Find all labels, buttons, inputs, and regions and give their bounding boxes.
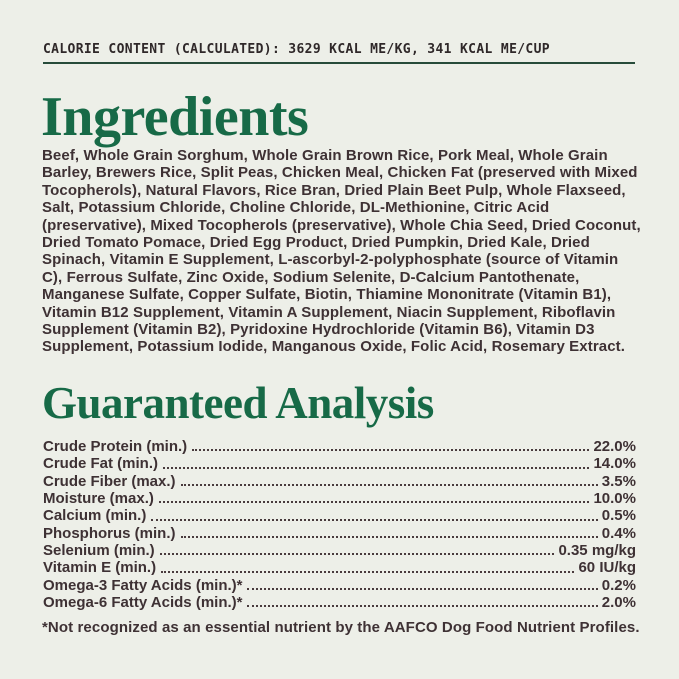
analysis-row: [43, 525, 636, 542]
divider-rule: [43, 62, 635, 64]
analysis-row: [43, 507, 636, 524]
analysis-row-label: Omega-6 Fatty Acids (min.)*: [43, 594, 243, 612]
guaranteed-analysis-table: [43, 438, 636, 611]
analysis-leader-dots: [181, 536, 598, 538]
ingredients-text: Beef, Whole Grain Sorghum, Whole Grain Brown Rice, Pork Meal, Whole Grain Barley, Brewers Rice, Split Peas, Chicken Meal, Chicken Fat (preserved with Mixed Tocopherols), Natural Flavors, Rice Bran, Dried Plain Beet Pulp, Whole Flaxseed, Salt, Potassium Chloride, Choline Chloride, DL-Methionine, Citric Acid (preservative), Mixed Tocopherols (preservative), Whole Chia Seed, Dried Coconut, Dried Tomato Pomace, Dried Egg Product, Dried Pumpkin, Dried Kale, Dried Spinach, Vitamin E Supplement, L-ascorbyl-2-polyphosphate (source of Vitamin C), Ferrous Sulfate, Zinc Oxide, Sodium Selenite, D-Calcium Pantothenate, Manganese Sulfate, Copper Sulfate, Biotin, Thiamine Mononitrate (Vitamin B1), Vitamin B12 Supplement, Vitamin A Supplement, Niacin Supplement, Riboflavin Supplement (Vitamin B2), Pyridoxine Hydrochloride (Vitamin B6), Vitamin D3 Supplement, Potassium Iodide, Manganous Oxide, Folic Acid, Rosemary Extract.: [42, 147, 641, 356]
analysis-row-label: Crude Fat (min.): [43, 455, 158, 473]
analysis-row-value: 0.2%: [601, 576, 636, 594]
analysis-row: [43, 542, 636, 559]
aafco-footnote: *Not recognized as an essential nutrient by the AAFCO Dog Food Nutrient Profiles.: [42, 619, 640, 636]
analysis-row-value: 14.0%: [593, 455, 636, 473]
analysis-leader-dots: [161, 571, 574, 573]
analysis-leader-dots: [181, 484, 598, 486]
analysis-row: [43, 490, 636, 507]
guaranteed-analysis-title: Guaranteed Analysis: [42, 378, 434, 428]
analysis-row-label: Moisture (max.): [43, 490, 154, 508]
analysis-row-label: Selenium (min.): [43, 542, 155, 560]
analysis-leader-dots: [247, 588, 597, 590]
analysis-row-value: 3.5%: [601, 472, 636, 490]
analysis-row-label: Omega-3 Fatty Acids (min.)*: [43, 576, 243, 594]
calorie-content-line: CALORIE CONTENT (CALCULATED): 3629 KCAL ME/KG, 341 KCAL ME/CUP: [43, 42, 550, 57]
analysis-row-value: 10.0%: [593, 490, 636, 508]
analysis-leader-dots: [247, 605, 597, 607]
analysis-row-label: Crude Fiber (max.): [43, 472, 176, 490]
analysis-row: [43, 577, 636, 594]
analysis-row-value: 0.4%: [601, 524, 636, 542]
analysis-leader-dots: [160, 553, 555, 555]
analysis-row-value: 60 IU/kg: [578, 559, 636, 577]
analysis-row-value: 0.5%: [601, 507, 636, 525]
analysis-row-label: Calcium (min.): [43, 507, 147, 525]
analysis-leader-dots: [159, 501, 590, 503]
analysis-row: [43, 455, 636, 472]
analysis-row-value: 22.0%: [593, 438, 636, 455]
analysis-row: [43, 559, 636, 576]
analysis-row-label: Crude Protein (min.): [43, 438, 188, 455]
analysis-leader-dots: [151, 519, 597, 521]
analysis-row: [43, 473, 636, 490]
analysis-row-value: 2.0%: [601, 594, 636, 612]
analysis-leader-dots: [163, 467, 589, 469]
analysis-row-value: 0.35 mg/kg: [558, 542, 636, 560]
analysis-row-label: Vitamin E (min.): [43, 559, 157, 577]
analysis-leader-dots: [192, 449, 589, 451]
analysis-row: [43, 438, 636, 455]
ingredients-title: Ingredients: [41, 86, 309, 148]
analysis-row-label: Phosphorus (min.): [43, 524, 176, 542]
analysis-row: [43, 594, 636, 611]
